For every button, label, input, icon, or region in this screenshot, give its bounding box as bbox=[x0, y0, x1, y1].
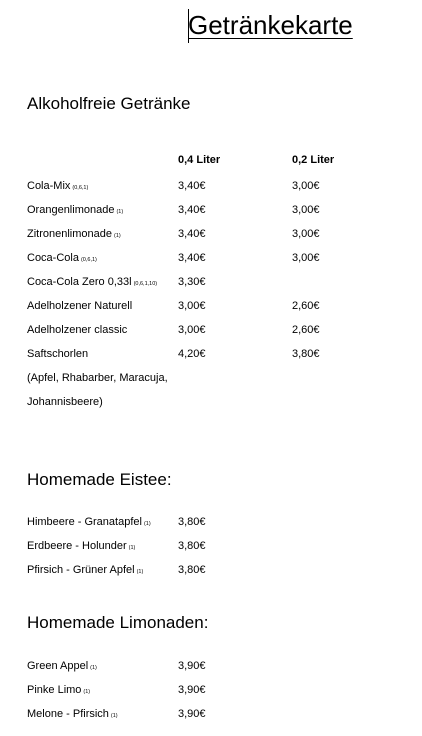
section-heading-limonaden: Homemade Limonaden: bbox=[27, 613, 209, 632]
price-02: 3,00€ bbox=[292, 252, 320, 264]
menu-row bbox=[0, 201, 422, 219]
price-04: 3,40€ bbox=[178, 228, 206, 240]
footnote: (1) bbox=[83, 689, 91, 695]
menu-row bbox=[0, 537, 422, 555]
item-name: Pfirsich - Grüner Apfel (1) bbox=[27, 564, 144, 576]
footnote: (0,6,1) bbox=[72, 185, 89, 191]
menu-row bbox=[0, 681, 422, 699]
page-title: Getränkekarte bbox=[188, 10, 353, 40]
price-02: 2,60€ bbox=[292, 300, 320, 312]
item-name: Orangenlimonade (1) bbox=[27, 204, 124, 216]
saftschorlen-note-line2: Johannisbeere) bbox=[27, 396, 103, 408]
menu-row bbox=[0, 225, 422, 243]
item-name: Melone - Pfirsich (1) bbox=[27, 708, 118, 720]
item-name: Cola-Mix (0,6,1) bbox=[27, 180, 89, 192]
item-name: Adelholzener Naturell bbox=[27, 300, 133, 312]
price: 3,90€ bbox=[178, 684, 206, 696]
price-04: 3,00€ bbox=[178, 324, 206, 336]
menu-row bbox=[0, 513, 422, 531]
menu-row bbox=[0, 345, 422, 363]
column-header-02: 0,2 Liter bbox=[292, 154, 335, 166]
item-name: Pinke Limo (1) bbox=[27, 684, 91, 696]
price: 3,80€ bbox=[178, 540, 206, 552]
menu-row bbox=[0, 657, 422, 675]
footnote: (1) bbox=[116, 209, 124, 215]
item-name: Coca-Cola Zero 0,33l (0,6,1,10) bbox=[27, 276, 158, 288]
price-04: 3,40€ bbox=[178, 252, 206, 264]
menu-row bbox=[0, 273, 422, 291]
footnote: (1) bbox=[90, 665, 97, 671]
price: 3,80€ bbox=[178, 516, 206, 528]
menu-row bbox=[0, 561, 422, 579]
price-04: 3,40€ bbox=[178, 180, 206, 192]
saftschorlen-note-line1: (Apfel, Rhabarber, Maracuja, bbox=[27, 372, 168, 384]
item-name: Coca-Cola (0,6,1) bbox=[27, 252, 97, 264]
price-04: 3,40€ bbox=[178, 204, 206, 216]
item-name: Himbeere - Granatapfel (1) bbox=[27, 516, 151, 528]
footnote: (1) bbox=[114, 233, 121, 239]
menu-row bbox=[0, 705, 422, 723]
price: 3,90€ bbox=[178, 660, 206, 672]
section-heading-eistee: Homemade Eistee: bbox=[27, 470, 172, 489]
menu-row bbox=[0, 321, 422, 339]
footnote: (0,6,1) bbox=[80, 257, 97, 263]
price-02: 3,00€ bbox=[292, 228, 320, 240]
price-02: 3,00€ bbox=[292, 180, 320, 192]
footnote: (0,6,1,10) bbox=[133, 281, 158, 287]
price: 3,90€ bbox=[178, 708, 206, 720]
footnote: (1) bbox=[128, 545, 136, 551]
item-name: Green Appel (1) bbox=[27, 660, 97, 672]
column-header-04: 0,4 Liter bbox=[178, 154, 221, 166]
item-name: Zitronenlimonade (1) bbox=[27, 228, 121, 240]
price: 3,80€ bbox=[178, 564, 206, 576]
footnote: (1) bbox=[143, 521, 151, 527]
menu-row bbox=[0, 297, 422, 315]
price-02: 3,00€ bbox=[292, 204, 320, 216]
price-02: 2,60€ bbox=[292, 324, 320, 336]
item-name: Adelholzener classic bbox=[27, 324, 128, 336]
item-name: Saftschorlen bbox=[27, 348, 89, 360]
price-04: 4,20€ bbox=[178, 348, 206, 360]
section-heading-alkoholfrei: Alkoholfreie Getränke bbox=[27, 94, 191, 113]
price-04: 3,30€ bbox=[178, 276, 206, 288]
price-04: 3,00€ bbox=[178, 300, 206, 312]
footnote: (1) bbox=[110, 713, 118, 719]
footnote: (1) bbox=[136, 569, 144, 575]
item-name: Erdbeere - Holunder (1) bbox=[27, 540, 136, 552]
menu-row bbox=[0, 249, 422, 267]
menu-row bbox=[0, 177, 422, 195]
price-02: 3,80€ bbox=[292, 348, 320, 360]
